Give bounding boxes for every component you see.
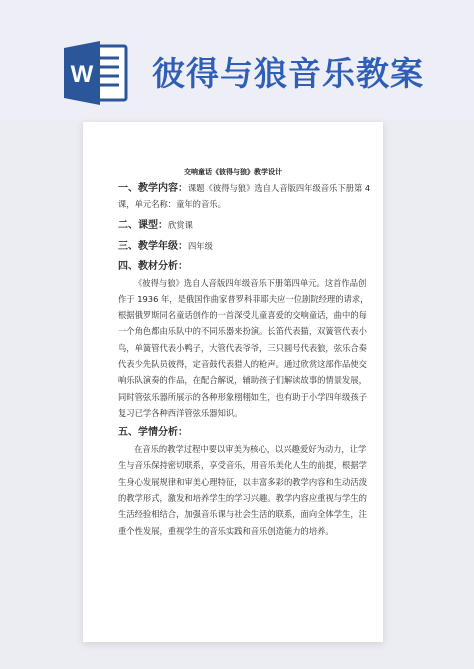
section-grade xyxy=(118,238,348,255)
banner-title: 彼得与狼音乐教案 xyxy=(152,54,424,93)
section-teaching-content xyxy=(118,180,371,197)
paragraph-line: 一个角色都由乐队中的不同乐器来扮演。长笛代表猫，双簧管代表小 xyxy=(118,326,367,337)
section-label: 三、教学年级： xyxy=(118,240,188,252)
paragraph-line: 生活经验相结合，加强音乐课与社会生活的联系，面向全体学生，注 xyxy=(118,509,367,520)
paragraph-line: 复习已学各种西洋管弦乐器知识。 xyxy=(118,407,243,418)
paragraph-line: 作于 1936 年，是俄国作曲家普罗科菲耶夫应一位剧院经理的请求， xyxy=(118,293,369,304)
section-learner-analysis: 五、学情分析： xyxy=(118,427,188,439)
section-text-line: 课，单元名称：童年的音乐。 xyxy=(118,199,226,209)
document-page xyxy=(83,122,383,642)
section-value: 欣赏课 xyxy=(168,219,193,230)
document-heading: 交响童话《彼得与狼》教学设计 xyxy=(184,168,282,176)
material-analysis-paragraph xyxy=(118,275,369,422)
learner-analysis-paragraph xyxy=(118,441,367,539)
paragraph-line: 重个性发展，重视学生的音乐实践和音乐创造能力的培养。 xyxy=(118,525,334,536)
section-material-analysis: 四、教材分析： xyxy=(118,260,188,272)
section-label: 二、课型： xyxy=(118,219,168,231)
paragraph-line: 的教学形式，激发和培养学生的学习兴趣。教学内容应重视与学生的 xyxy=(118,493,367,504)
paragraph-line: 在音乐的教学过程中要以审美为核心，以兴趣爱好为动力，让学 xyxy=(134,444,367,455)
paragraph-line: 《彼得与狼》选自人音版四年级音乐下册第四单元。这首作品创 xyxy=(134,277,367,288)
paragraph-line: 响乐队演奏的作品，在配合解说，辅助孩子们解读故事的情景发展， xyxy=(118,375,367,386)
section-value: 课题《彼得与狼》选自人音版四年级音乐下册第 4 xyxy=(188,183,371,193)
paragraph-line: 同时管弦乐器所展示的各种形象栩栩如生，也有助于小学四年级孩子 xyxy=(118,391,367,402)
svg-text:W: W xyxy=(70,61,94,88)
section-lesson-type xyxy=(118,217,348,234)
word-document-icon xyxy=(64,40,128,106)
paragraph-line: 鸟，单簧管代表小鸭子，大管代表爷爷，三只圆号代表狼，弦乐合奏 xyxy=(118,342,367,353)
paragraph-line: 生身心发展规律和审美心理特征，以丰富多彩的教学内容和生动活泼 xyxy=(118,476,367,487)
paragraph-line: 根据俄罗斯同名童话创作的一首深受儿童喜爱的交响童话，曲中的每 xyxy=(118,310,367,321)
paragraph-line: 生与音乐保持密切联系，享受音乐，用音乐美化人生的前提，根据学 xyxy=(118,460,367,471)
section-label: 一、教学内容： xyxy=(118,183,188,194)
paragraph-line: 代表少先队员彼得，定音鼓代表猎人的枪声。通过欣赏这部作品使交 xyxy=(118,358,367,369)
banner xyxy=(0,0,474,120)
document-body xyxy=(118,180,371,539)
section-value: 四年级 xyxy=(188,240,213,251)
